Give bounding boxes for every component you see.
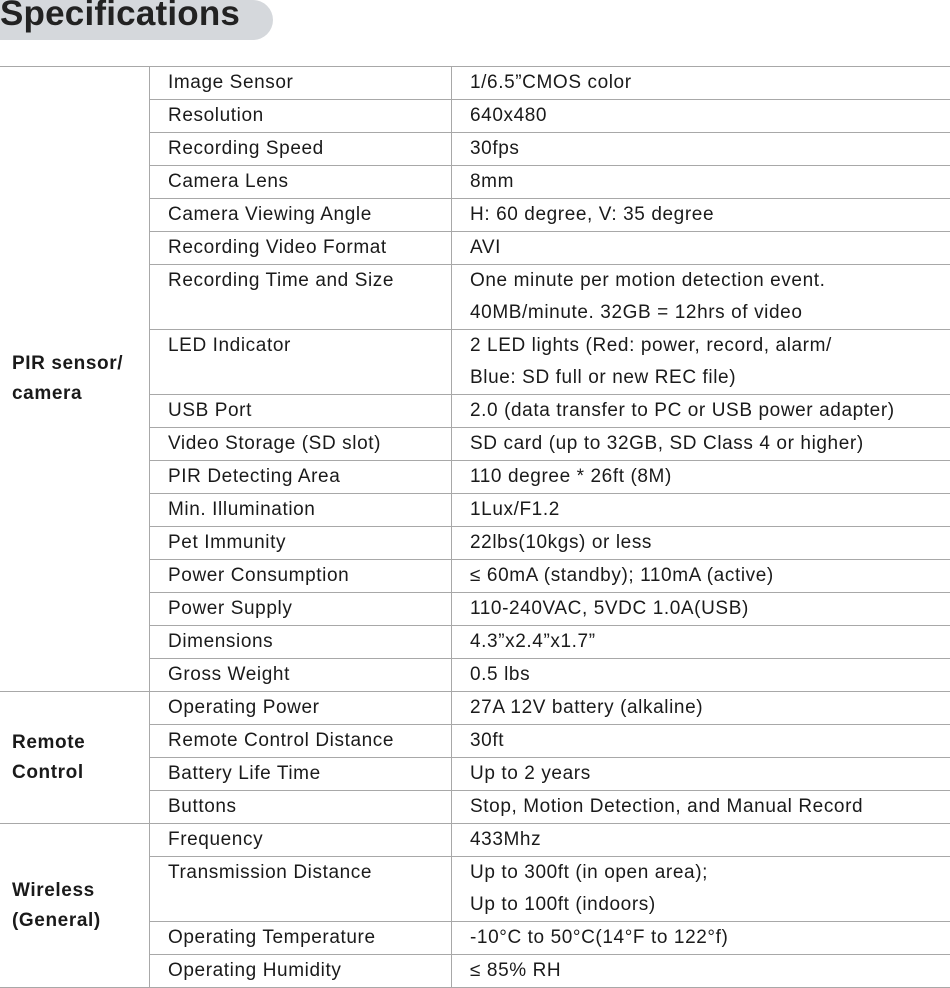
spec-label: Min. Illumination: [150, 494, 452, 527]
spec-label: Camera Lens: [150, 166, 452, 199]
spec-label: USB Port: [150, 395, 452, 428]
spec-label: Operating Temperature: [150, 922, 452, 955]
spec-value-line: 640x480: [470, 100, 950, 132]
spec-value-line: ≤ 85% RH: [470, 955, 950, 987]
spec-value-line: 1/6.5”CMOS color: [470, 67, 950, 99]
group-label: [0, 824, 150, 988]
spec-value-line: 0.5 lbs: [470, 659, 950, 691]
group-label-line: PIR sensor/: [12, 349, 149, 379]
spec-label: Video Storage (SD slot): [150, 428, 452, 461]
spec-value: [452, 593, 950, 626]
spec-label: LED Indicator: [150, 330, 452, 395]
spec-label: Dimensions: [150, 626, 452, 659]
group-label-line: (General): [12, 906, 149, 936]
spec-value: [452, 527, 950, 560]
spec-value: [452, 626, 950, 659]
spec-value-line: Up to 100ft (indoors): [470, 889, 950, 921]
spec-value: [452, 659, 950, 692]
spec-value-line: Blue: SD full or new REC file): [470, 362, 950, 394]
spec-label: Resolution: [150, 100, 452, 133]
spec-value: [452, 922, 950, 955]
spec-value-line: 110 degree * 26ft (8M): [470, 461, 950, 493]
spec-label: Recording Video Format: [150, 232, 452, 265]
spec-label: Operating Humidity: [150, 955, 452, 988]
spec-value: [452, 232, 950, 265]
spec-value-line: -10°C to 50°C(14°F to 122°f): [470, 922, 950, 954]
spec-value: [452, 857, 950, 922]
spec-value: [452, 428, 950, 461]
spec-value-line: Up to 300ft (in open area);: [470, 857, 950, 889]
group-label-line: camera: [12, 379, 149, 409]
spec-row: [0, 824, 950, 857]
spec-label: Frequency: [150, 824, 452, 857]
spec-value: [452, 100, 950, 133]
group-label: [0, 692, 150, 824]
spec-label: Buttons: [150, 791, 452, 824]
spec-label: Pet Immunity: [150, 527, 452, 560]
page-title: Specifications: [0, 0, 240, 34]
spec-value-line: 8mm: [470, 166, 950, 198]
spec-value-line: 1Lux/F1.2: [470, 494, 950, 526]
group-label-line: Remote: [12, 728, 149, 758]
spec-row: [0, 692, 950, 725]
spec-value: [452, 758, 950, 791]
group-label-line: Wireless: [12, 876, 149, 906]
spec-value-line: Stop, Motion Detection, and Manual Record: [470, 791, 950, 823]
spec-label: Remote Control Distance: [150, 725, 452, 758]
spec-value: [452, 166, 950, 199]
spec-value: [452, 133, 950, 166]
spec-value: [452, 725, 950, 758]
spec-value: [452, 824, 950, 857]
spec-value: [452, 791, 950, 824]
spec-value-line: 4.3”x2.4”x1.7”: [470, 626, 950, 658]
spec-value: [452, 494, 950, 527]
spec-value-line: 433Mhz: [470, 824, 950, 856]
spec-label: Recording Time and Size: [150, 265, 452, 330]
spec-row: [0, 67, 950, 100]
spec-value-line: 2.0 (data transfer to PC or USB power adapter): [470, 395, 950, 427]
spec-value-line: ≤ 60mA (standby); 110mA (active): [470, 560, 950, 592]
spec-value: [452, 560, 950, 593]
group-label-line: Control: [12, 758, 149, 788]
spec-value-line: Up to 2 years: [470, 758, 950, 790]
spec-value-line: 110-240VAC, 5VDC 1.0A(USB): [470, 593, 950, 625]
spec-value-line: 30fps: [470, 133, 950, 165]
spec-value: [452, 955, 950, 988]
spec-label: Battery Life Time: [150, 758, 452, 791]
spec-value: [452, 461, 950, 494]
spec-value: [452, 395, 950, 428]
spec-value: [452, 199, 950, 232]
spec-value-line: 40MB/minute. 32GB = 12hrs of video: [470, 297, 950, 329]
spec-label: Transmission Distance: [150, 857, 452, 922]
spec-value-line: SD card (up to 32GB, SD Class 4 or higher): [470, 428, 950, 460]
spec-label: Operating Power: [150, 692, 452, 725]
spec-label: PIR Detecting Area: [150, 461, 452, 494]
spec-table: [0, 66, 950, 988]
spec-label: Camera Viewing Angle: [150, 199, 452, 232]
spec-label: Image Sensor: [150, 67, 452, 100]
spec-value: [452, 265, 950, 330]
spec-value-line: H: 60 degree, V: 35 degree: [470, 199, 950, 231]
spec-value: [452, 692, 950, 725]
spec-label: Gross Weight: [150, 659, 452, 692]
spec-value-line: 22lbs(10kgs) or less: [470, 527, 950, 559]
spec-value-line: AVI: [470, 232, 950, 264]
group-label: [0, 67, 150, 692]
spec-value: [452, 67, 950, 100]
spec-label: Recording Speed: [150, 133, 452, 166]
spec-value: [452, 330, 950, 395]
spec-label: Power Supply: [150, 593, 452, 626]
spec-value-line: 27A 12V battery (alkaline): [470, 692, 950, 724]
section-header: [0, 0, 273, 40]
spec-label: Power Consumption: [150, 560, 452, 593]
spec-value-line: One minute per motion detection event.: [470, 265, 950, 297]
spec-value-line: 2 LED lights (Red: power, record, alarm/: [470, 330, 950, 362]
spec-value-line: 30ft: [470, 725, 950, 757]
